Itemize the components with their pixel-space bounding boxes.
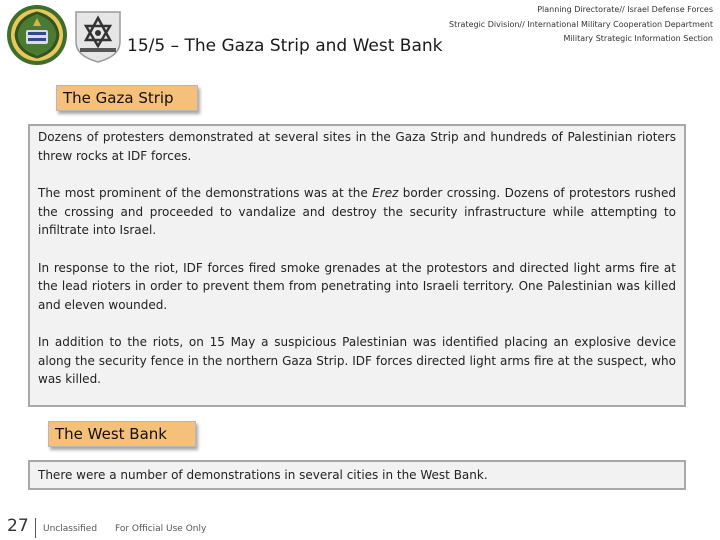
west-bank-paragraph-1: There were a number of demonstrations in several cities in the West Bank. (38, 468, 488, 482)
usage-label: For Official Use Only (115, 524, 207, 534)
gaza-paragraph-3: In response to the riot, IDF forces fired smoke grenades at the protestors and directed light arms fire at the lead rioters in order to prevent them from penetrating into Israeli territory. One Palestinian was killed and eleven wounded. (38, 260, 676, 312)
page-number: 27 (7, 516, 29, 536)
header-section-line: Military Strategic Information Section (563, 34, 713, 43)
gaza-strip-text-box (28, 124, 686, 407)
header-division-line: Strategic Division// International Military Cooperation Department (449, 20, 713, 29)
footer-divider (35, 518, 36, 538)
header-org-line: Planning Directorate// Israel Defense Forces (537, 5, 713, 14)
gaza-paragraph-1: Dozens of protesters demonstrated at several sites in the Gaza Strip and hundreds of Palestinian rioters threw rocks at IDF forces. (38, 130, 676, 163)
gaza-paragraph-4: In addition to the riots, on 15 May a suspicious Palestinian was identified placing an explosive device along the security fence in the northern Gaza Strip. IDF forces directed light arms fire at the suspect, who was killed. (38, 335, 676, 386)
west-bank-heading: The West Bank (48, 421, 196, 447)
erez-crossing-name: Erez (372, 186, 399, 200)
classification-label: Unclassified (43, 524, 98, 534)
gaza-strip-heading: The Gaza Strip (56, 85, 198, 111)
gaza-paragraph-2: The most prominent of the demonstrations was at the Erez border crossing. Dozens of protestors rushed the crossing and proceeded to vandalize and destroy the security infrastructure while attempting to infiltrate into Israel. (38, 186, 676, 237)
idf-emblem-logo (6, 4, 68, 66)
page-title: 15/5 – The Gaza Strip and West Bank (127, 36, 443, 56)
west-bank-text-box (28, 460, 686, 490)
directorate-emblem-logo (72, 8, 124, 64)
